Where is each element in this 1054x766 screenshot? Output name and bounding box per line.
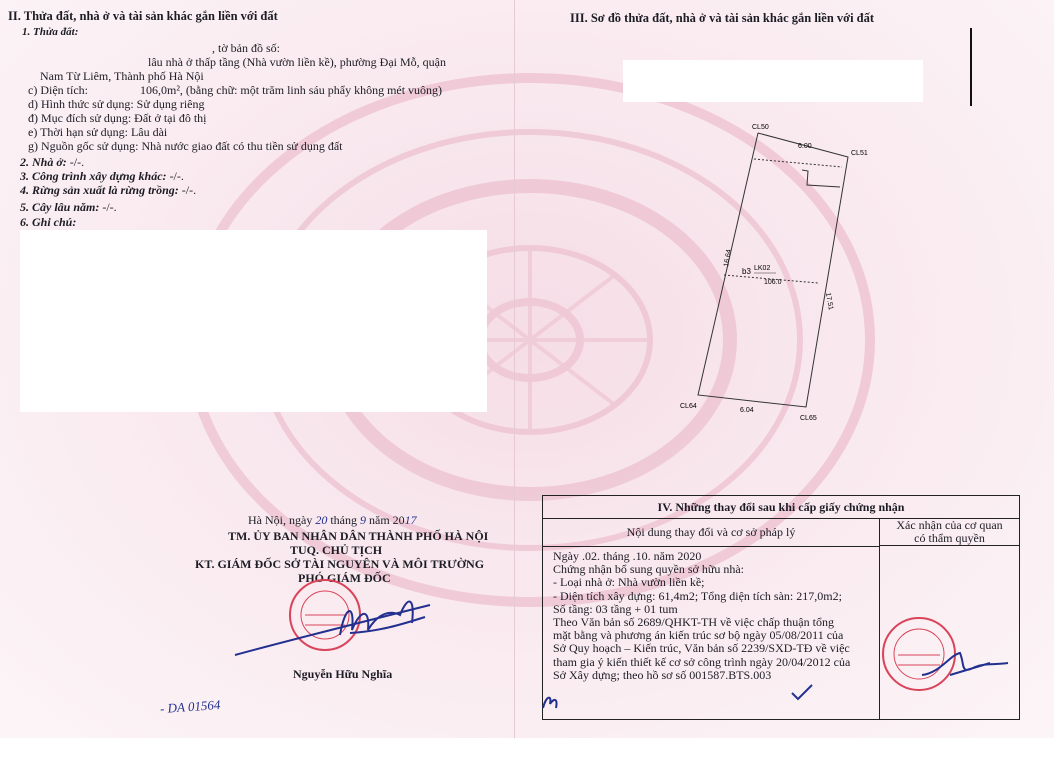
signature-director bbox=[230, 585, 470, 665]
edge-mark bbox=[970, 28, 972, 106]
forest-row bbox=[20, 183, 196, 197]
confirm-header-line2: có thẩm quyền bbox=[914, 531, 985, 545]
neighbor-label: b3 bbox=[742, 267, 751, 276]
other-construction-row bbox=[20, 169, 184, 183]
plot-inner-line-top bbox=[754, 159, 842, 167]
lot-area: 106.0 bbox=[764, 279, 782, 286]
right-dimension: 17.51 bbox=[824, 292, 834, 311]
left-dimension: 16.64 bbox=[723, 248, 734, 268]
issue-date bbox=[248, 513, 417, 527]
house-label: 2. Nhà ở: bbox=[20, 155, 67, 169]
cl50-label: CL50 bbox=[752, 124, 769, 131]
redacted-plan-info bbox=[623, 60, 923, 102]
forest-label: 4. Rừng sản xuất là rừng trồng: bbox=[20, 183, 179, 197]
authority-line-3: KT. GIÁM ĐỐC SỞ TÀI NGUYÊN VÀ MÔI TRƯỜNG bbox=[195, 557, 485, 571]
change-entry-line: mặt bằng và phương án kiến trúc sơ bộ ngày 05/08/2011 của bbox=[553, 628, 844, 643]
plot-boundary bbox=[698, 133, 848, 407]
use-form: d) Hình thức sử dụng: Sử dụng riêng bbox=[28, 97, 205, 111]
lot-code: LK02 bbox=[754, 265, 771, 272]
change-entry-line: Ngày .02. tháng .10. năm 2020 bbox=[553, 549, 702, 563]
forest-value: -/-. bbox=[178, 183, 197, 197]
other-construction-value: -/-. bbox=[166, 169, 184, 183]
perennial-value: -/-. bbox=[99, 200, 117, 214]
change-entry-line: Sở Xây dựng; theo hồ sơ số 001587.BTS.003 bbox=[553, 667, 772, 682]
land-term: e) Thời hạn sử dụng: Lâu dài bbox=[28, 125, 168, 139]
month-label: tháng bbox=[330, 513, 357, 527]
change-entry-line: Theo Văn bản số 2689/QHKT-TH về việc chấp thuận tổng bbox=[553, 615, 834, 630]
change-entry-line: Số tầng: 03 tầng + 01 tum bbox=[553, 601, 678, 616]
handwritten-dossier-code: - DA 01564 bbox=[159, 696, 221, 717]
perennial-label: 5. Cây lâu năm: bbox=[20, 200, 100, 214]
other-construction-label: 3. Công trình xây dựng khác: bbox=[20, 169, 167, 183]
date-prefix: Hà Nội, ngày bbox=[248, 513, 313, 527]
section-ii-heading: II. Thửa đất, nhà ở và tài sản khác gắn liền với đất bbox=[8, 9, 278, 23]
perennial-row bbox=[20, 200, 117, 214]
house-value: -/-. bbox=[66, 155, 85, 169]
changes-col-content-header: Nội dung thay đổi và cơ sở pháp lý bbox=[543, 518, 880, 547]
change-entry-line: Chứng nhận bổ sung quyền sở hữu nhà: bbox=[553, 562, 745, 577]
area-value: 106,0m², (bằng chữ: một trăm linh sáu phẩy không mét vuông) bbox=[140, 83, 443, 97]
house-row bbox=[20, 155, 84, 169]
changes-col-confirm-header bbox=[880, 518, 1019, 546]
address-line-2: Nam Từ Liêm, Thành phố Hà Nội bbox=[40, 69, 204, 83]
authority-line-2: TUQ. CHỦ TỊCH bbox=[290, 543, 383, 557]
authority-line-1: TM. ỦY BAN NHÂN DÂN THÀNH PHỐ HÀ NỘI bbox=[228, 529, 489, 543]
address-line: lâu nhà ở thấp tầng (Nhà vườn liền kề), phường Đại Mỗ, quận bbox=[148, 55, 446, 69]
signature-confirm bbox=[920, 645, 1010, 685]
authority-line-4: PHÓ GIÁM ĐỐC bbox=[298, 571, 391, 585]
cl65-label: CL65 bbox=[800, 415, 817, 422]
issue-year: 17 bbox=[404, 513, 417, 527]
issue-day: 20 bbox=[315, 513, 328, 527]
plot-setback-line bbox=[802, 170, 840, 187]
change-entry-line: Sở Quy hoạch – Kiến trúc, Văn bản số 2239/SXD-TĐ về việc bbox=[553, 641, 850, 656]
map-sheet-line: , tờ bản đồ số: bbox=[212, 41, 281, 55]
redacted-notes-block bbox=[20, 230, 487, 412]
top-dimension: 6.00 bbox=[798, 143, 812, 150]
plot-plan-diagram bbox=[670, 115, 870, 425]
check-mark bbox=[790, 683, 814, 701]
year-label: năm 20 bbox=[369, 513, 405, 527]
issue-month: 9 bbox=[360, 513, 366, 527]
cl51-label: CL51 bbox=[851, 150, 868, 157]
changes-table-title: IV. Những thay đổi sau khi cấp giấy chứng nhận bbox=[543, 496, 1019, 519]
section-iii-heading: III. Sơ đồ thửa đất, nhà ở và tài sản khác gắn liền với đất bbox=[570, 11, 875, 25]
signer-name: Nguyễn Hữu Nghĩa bbox=[293, 667, 393, 681]
item-land-plot-label: 1. Thửa đất: bbox=[22, 26, 79, 38]
area-label: c) Diện tích: bbox=[28, 83, 88, 97]
center-fold bbox=[514, 0, 515, 738]
change-entry-line: - Loại nhà ở: Nhà vườn liền kề; bbox=[553, 575, 705, 590]
change-entry-line: tham gia ý kiến thiết kế cơ sở công trình ngày 20/04/2012 của bbox=[553, 654, 851, 669]
confirm-header-line1: Xác nhận của cơ quan bbox=[896, 518, 1003, 532]
initial-mark bbox=[540, 690, 560, 712]
cl64-label: CL64 bbox=[680, 403, 697, 410]
land-purpose: đ) Mục đích sử dụng: Đất ở tại đô thị bbox=[28, 111, 207, 125]
notes-label: 6. Ghi chú: bbox=[20, 215, 77, 229]
page-bottom-margin bbox=[0, 738, 1054, 766]
land-origin: g) Nguồn gốc sử dụng: Nhà nước giao đất có thu tiền sử dụng đất bbox=[28, 139, 343, 153]
change-entry bbox=[553, 550, 877, 682]
bottom-dimension: 6.04 bbox=[740, 407, 754, 414]
change-entry-line: - Diện tích xây dựng: 61,4m2; Tổng diện tích sàn: 217,0m2; bbox=[553, 588, 842, 603]
